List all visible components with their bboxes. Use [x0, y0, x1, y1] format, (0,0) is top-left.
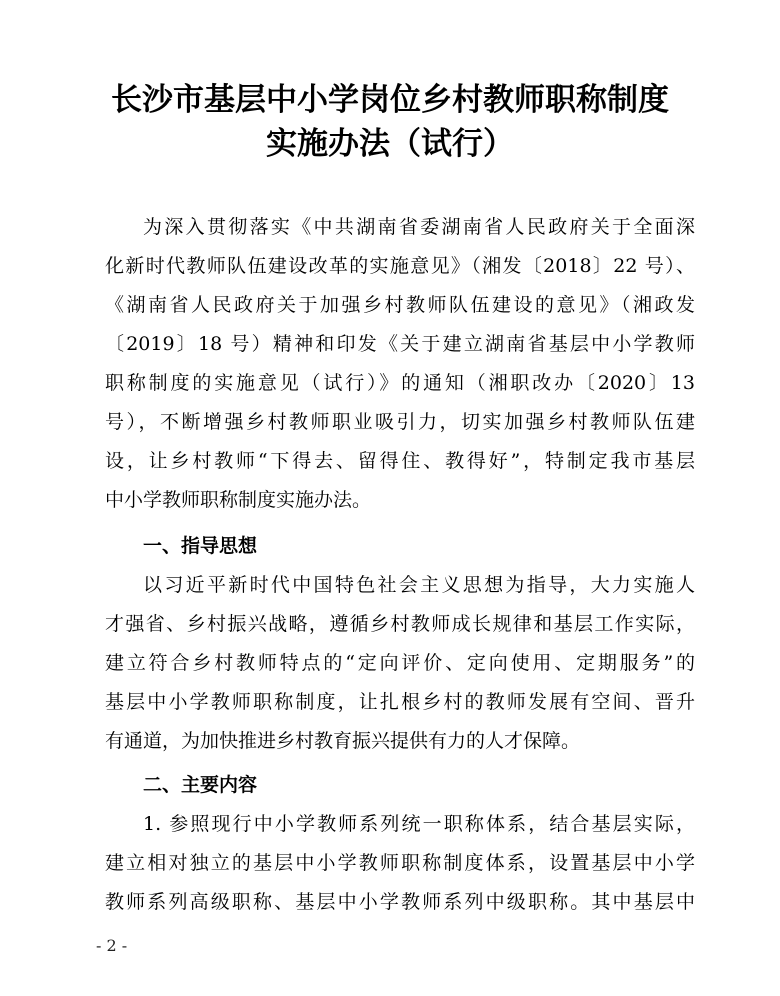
- paragraph-line: 中小学教师职称制度实施办法。: [105, 489, 372, 511]
- paragraph-line: 〔2019〕18 号）精神和印发《关于建立湖南省基层中小学教师: [105, 333, 695, 355]
- paragraph-line: 教师系列高级职称、基层中小学教师系列中级职称。其中基层中: [105, 891, 695, 913]
- paragraph-line: 建立符合乡村教师特点的“定向评价、定向使用、定期服务”的: [105, 652, 695, 674]
- paragraph-line: 号），不断增强乡村教师职业吸引力，切实加强乡村教师队伍建: [105, 411, 695, 433]
- paragraph-line: 为深入贯彻落实《中共湖南省委湖南省人民政府关于全面深: [143, 216, 695, 238]
- paragraph-line: 化新时代教师队伍建设改革的实施意见》（湘发〔2018〕22 号）、: [105, 255, 695, 277]
- paragraph-line: 以习近平新时代中国特色社会主义思想为指导，大力实施人: [143, 574, 695, 596]
- paragraph-line: 1. 参照现行中小学教师系列统一职称体系，结合基层实际，: [143, 813, 695, 835]
- section-heading-guiding-ideology: 一、指导思想: [143, 535, 258, 557]
- page-number: - 2 -: [96, 936, 128, 955]
- paragraph-line: 建立相对独立的基层中小学教师职称制度体系，设置基层中小学: [105, 852, 695, 874]
- paragraph-line: 才强省、乡村振兴战略，遵循乡村教师成长规律和基层工作实际，: [105, 613, 695, 635]
- paragraph-line: 《湖南省人民政府关于加强乡村教师队伍建设的意见》（湘政发: [105, 294, 695, 316]
- document-title-line-1: 长沙市基层中小学岗位乡村教师职称制度: [111, 82, 669, 118]
- section-heading-main-content: 二、主要内容: [143, 774, 258, 796]
- paragraph-line: 设，让乡村教师“下得去、留得住、教得好”，特制定我市基层: [105, 450, 695, 472]
- paragraph-line: 基层中小学教师职称制度，让扎根乡村的教师发展有空间、晋升: [105, 691, 695, 713]
- paragraph-line: 有通道，为加快推进乡村教育振兴提供有力的人才保障。: [105, 730, 581, 752]
- document-title-line-2: 实施办法（试行）: [266, 126, 514, 162]
- paragraph-line: 职称制度的实施意见（试行）》的通知（湘职改办〔2020〕13: [105, 372, 695, 394]
